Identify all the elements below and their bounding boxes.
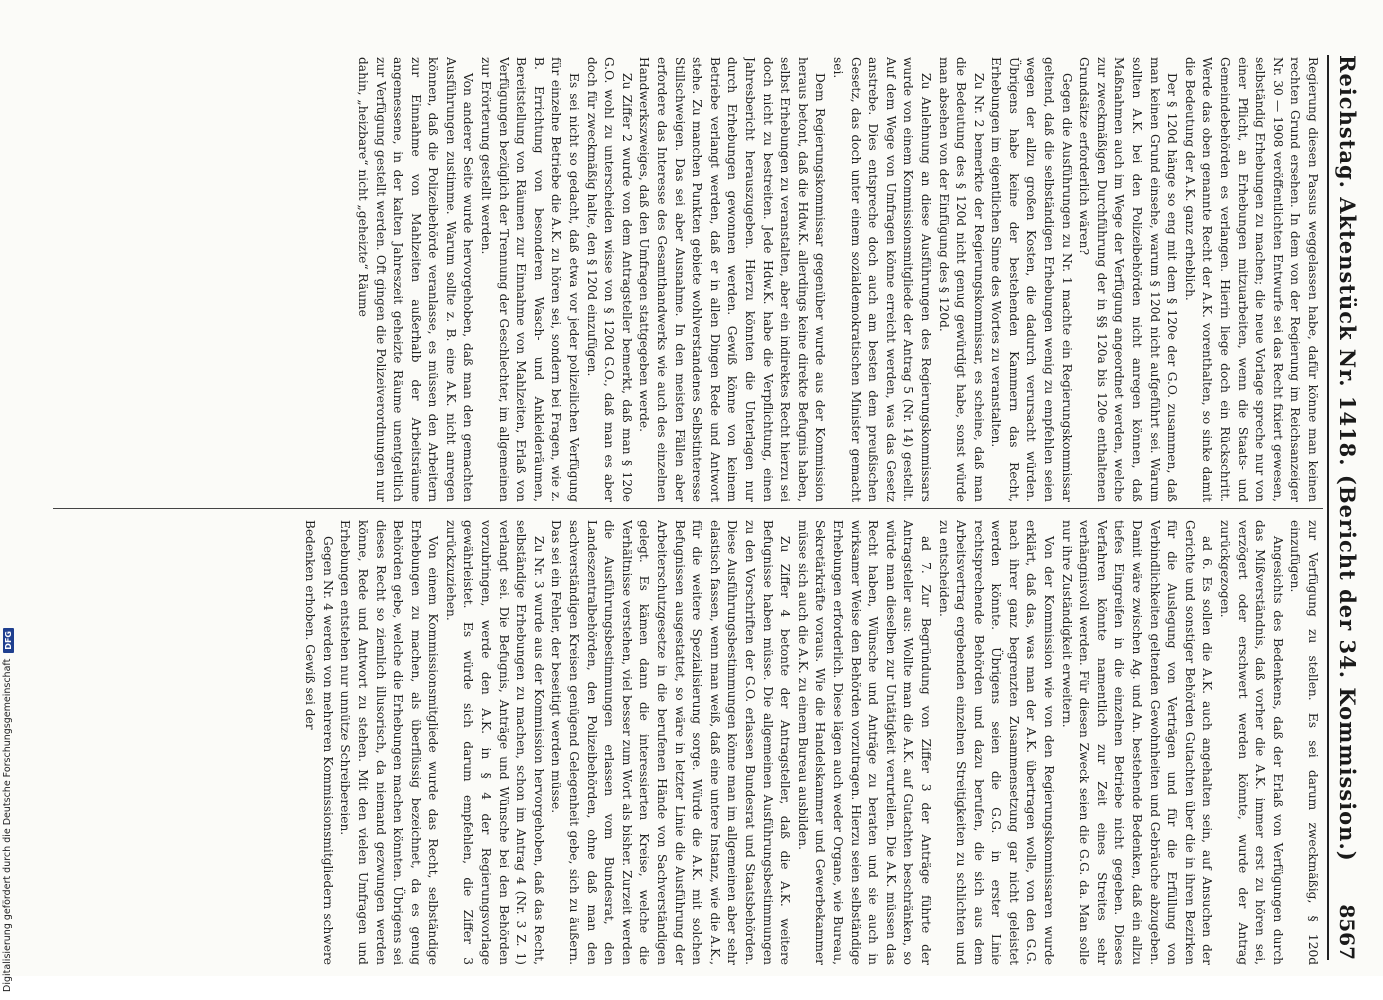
paragraph: Von anderer Seite wurde hervorgehoben, daß man den gemachten Ausführungen zustimme. Warum sollte z. B. eine A.K. nicht anregen können, daß die Polizeibehörde veranlasse, es müssen den Arbeitern zur Einnahme von Mahlzeiten außerhalb der Arbeitsräume angemessene, in der kalten Jahreszeit geheizte Räume unentgeltlich zur Verfügung gestellt werden. Oft gingen die Polizeiverordnungen nur dahin, „heizbare“ nicht „geheizte“ Räume	[355, 57, 476, 502]
paragraph: ad 6. Es sollen die A.K. auch angehalten sein, auf Ansuchen der Gerichte und sonstiger Behörden Gutachten über die in ihren Bezirken für die Auslegung von Verträgen und für die Erfüllung von Verbindlichkeiten geltenden Gewohnheiten und Gebräuche abzugeben. Damit wäre zwischen Ag. und An. bestehende Bedenken, daß ein allzu tiefes Eingreifen in die einzelnen Betriebe nicht gegeben. Dieses Verfahren könnte namentlich zur Zeit eines Streites sehr verhängnisvoll werden. Für diesen Zweck seien die G.G. da. Man solle nur ihre Zuständigkeit erweitern.	[1059, 520, 1215, 965]
left-column	[61, 57, 1321, 502]
dfg-logo: DFG	[3, 628, 14, 653]
paragraph: Der § 120d hänge so eng mit dem § 120e der G.O. zusammen, daß man keinen Grund einsehe, warum § 120d nicht aufgeführt sei. Warum sollten A.K. bei den Polizeibehörden nicht anregen können, daß Maßnahmen auch im Wege der Verfügung angeordnet werden, welche zur zweckmäßigen Durchführung der in §§ 120a bis 120e enthaltenen Grundsätze erforderlich wären?	[1077, 57, 1180, 502]
page-number: 8567	[1335, 904, 1359, 960]
paragraph: Von einem Kommissionsmitgliede wurde das Recht, selbständige Erhebungen zu machen, als überflüssig bezeichnet, da es genug Behörden gebe, welche die Erhebungen machen könnten. Übrigens sei dieses Recht so ziemlich illusorisch, da niemand gezwungen werden könne, Rede und Antwort zu stehen. Mit den vielen Umfragen und Erhebungen entstehen nur unnütze Schreibereien.	[338, 520, 441, 965]
paragraph: Zu Anlehnung an diese Ausführungen des Regierungskommissars wurde von einem Kommissionsmitgliede der Antrag 5 (Nr. 14) gestellt. Auf dem Wege von Umfragen könne erreicht werden, was das Gesetz anstrebe. Dies entspreche doch auch am besten dem preußischen Gesetz, das doch unter einem sozialdemokratischen Minister gemacht sei.	[830, 57, 933, 502]
paragraph: Zu Ziffer 2 wurde von dem Antragsteller bemerkt, daß man § 120e G.O. wohl zu unterscheiden wisse von § 120d G.O., daß man es aber doch für zweckmäßig halte, den § 120d einzufügen.	[584, 57, 634, 502]
paragraph: Es sei nicht so gedacht, daß etwa vor jeder polizeilichen Verfügung für einzelne Betriebe die A.K. zu hören sei, sondern bei Fragen, wie z. B. Errichtung von besonderen Wasch- und Ankleideräumen, Bereitstellung von Räumen zur Einnahme von Mahlzeiten, Erlaß von Verfügungen bezüglich der Trennung der Geschlechter, im allgemeinen zur Erörterung gestellt werden.	[479, 57, 582, 502]
paragraph: Gegen die Ausführungen zu Nr. 1 machte ein Regierungskommissar geltend, daß die selbständigen Erhebungen wenig zu empfehlen seien wegen der allzu großen Kosten, die dadurch verursacht würden. Übrigens habe keine der bestehenden Kammern das Recht, Erhebungen im eigentlichen Sinne des Wortes zu veranstalten.	[989, 57, 1074, 502]
credit-text: Digitalisierung gefördert durch die Deutsche Forschungsgemeinschaft	[2, 658, 13, 992]
page-header	[1335, 55, 1377, 960]
right-column	[61, 520, 1321, 965]
running-title: Reichstag. Aktenstück Nr. 1418. (Bericht der 34. Kommission.)	[1335, 55, 1360, 862]
paragraph: zur Verfügung zu stellen. Es sei darum zweckmäßig, § 120d einzufügen.	[1288, 520, 1320, 965]
digitization-credit-strip	[0, 0, 16, 1000]
paragraph: Zu Nr. 3 wurde aus der Kommission hervorgehoben, daß das Recht, selbständige Erhebungen zu machen, schon im Antrag 4 (Nr. 3 Z. 1) verlangt sei. Die Befugnis, Anträge und Wünsche bei den Behörden vorzubringen, werde den A.K. in § 4 der Regierungsvorlage gewährleistet. Es würde sich darum empfehlen, die Ziffer 3 zurückzuziehen.	[443, 520, 546, 965]
digitization-credit	[0, 0, 16, 1000]
paragraph: Gegen Nr. 4 werden von mehreren Kommissionsmitgliedern schwere Bedenken erhoben. Gewiß sei der	[303, 520, 335, 965]
paragraph: Zu Ziffer 4 betonte der Antragsteller, daß die A.K. weitere Befugnisse haben müsse. Die allgemeinen Ausführungsbestimmungen zu den Vorschriften der G.O. erlassen Bundesrat und Staatsbehörden. Diese Ausführungsbestimmungen könne man im allgemeinen aber sehr elastisch fassen, wenn man weiß, daß eine untere Instanz, wie die A.K., für die weitere Spezialisierung sorge. Würde die A.K. mit solchen Befugnissen ausgestattet, so wäre in letzter Linie die Ausführung der Arbeiterschutzgesetze in die berufenen Hände von Sachverständigen gelegt. Es kämen dann die interessierten Kreise, welche die Verhältnisse verstehen, viel besser zum Wort als bisher. Zurzeit werden die Ausführungsbestimmungen erlassen vom Bundesrat, den Landeszentralbehörden, den Polizeibehörden, ohne daß man den sachverständigen Kreisen genügend Gelegenheit gebe, sich zu äußern. Das sei ein Fehler, der beseitigt werden müsse.	[549, 520, 793, 965]
paragraph: Von der Kommission wie von den Regierungskommissaren wurde erklärt, daß das, was man der A.K. übertragen wolle, von den G.G. nach ihrer ganz begrenzten Zusammensetzung gar nicht geleistet werden könnte. Übrigens seien die G.G. in erster Linie rechtsprechende Behörden und dazu berufen, die sich aus dem Arbeitsvertrag ergebenden einzelnen Streitigkeiten zu schlichten und zu entscheiden.	[936, 520, 1057, 965]
column-separator	[53, 508, 1323, 509]
paragraph: Regierung diesen Passus weggelassen habe, dafür könne man keinen rechten Grund ersehen. In dem von der Regierung im Reichsanzeiger Nr. 30 — 1908 veröffentlichten Entwurfe sei das Recht fixiert gewesen, selbständig Erhebungen zu machen; die neue Vorlage spreche nur von einer Pflicht, an Erhebungen mitzuarbeiten, wenn die Staats- und Gemeindebehörden es verlangen. Hierin liege doch ein Rückschritt. Werde das oben genannte Recht der A.K. vorenthalten, so sinke damit die Bedeutung der A.K. ganz erheblich.	[1182, 57, 1320, 502]
paragraph: ad 7. Zur Begründung von Ziffer 3 der Anträge führte der Antragsteller aus: Wollte man die A.K. auf Gutachten beschränken, so würde man dieselben zur Untätigkeit verurteilen. Die A.K. müssen das Recht haben, Wünsche und Anträge zu beraten und sie auch in wirksamer Weise den Behörden vorzutragen. Hierzu seien selbständige Erhebungen erforderlich. Diese lägen auch weder Organe, wie Bureau, Sekretärkräfte voraus. Wie die Handelskammer und Gewerbekammer müsse sich auch die A.K. zu einem Bureau ausbilden.	[795, 520, 933, 965]
paragraph: Dem Regierungskommissar gegenüber wurde aus der Kommission heraus betont, daß die Hdw.K. allerdings keine direkte Befugnis haben, selbst Erhebungen zu veranstalten, aber ein indirektes Recht hierzu sei doch nicht zu bestreiten. Jede Hdw.K. habe die Verpflichtung, einen Jahresbericht herauszugeben. Hierzu könnten die Unterlagen nur durch Erhebungen gewonnen werden. Gewiß könne von keinem Betriebe verlangt werden, daß er in allen Dingen Rede und Antwort stehe. Zu manchen Punkten gebiete wohlverstandenes Selbstinteresse Stillschweigen. Das sei aber Ausnahme. In den meisten Fällen aber erfordere das Interesse des Gesamthandwerks wie auch des einzelnen Handwerkszweiges, daß den Umfragen stattgegeben werde.	[637, 57, 828, 502]
paragraph: Angesichts des Bedenkens, daß der Erlaß von Verfügungen durch das Mißverständnis, daß vorher die A.K. immer erst zu hören sei, verzögert oder erschwert werden könnte, wurde der Antrag zurückgezogen.	[1218, 520, 1285, 965]
paragraph: Zu Nr. 2 bemerkte der Regierungskommissar, es scheine, daß man die Bedeutung des § 120d nicht genug gewürdigt habe, sonst würde man absehen von der Einfügung des § 120d.	[936, 57, 986, 502]
header-rule	[1327, 55, 1329, 960]
